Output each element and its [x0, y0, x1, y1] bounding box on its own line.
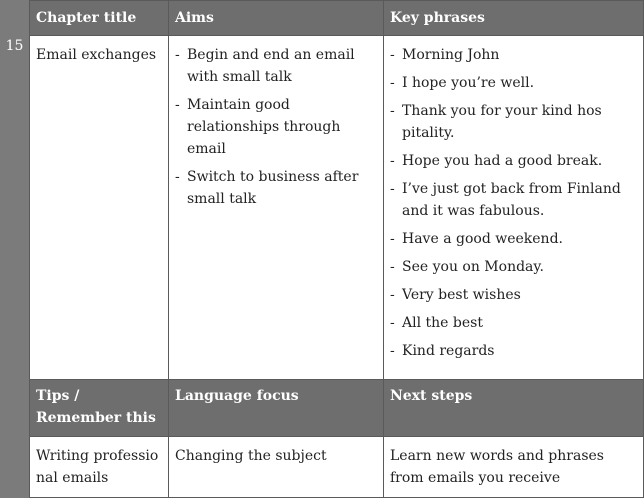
next-steps-cell: [384, 436, 644, 497]
phrase-item: - Hope you had a good break.: [390, 150, 637, 172]
key-phrases-list: [390, 44, 637, 362]
chapter-title-cell: [30, 36, 169, 380]
tips-text: Writing professio nal emails: [36, 447, 159, 486]
next-steps-text: Learn new words and phrases from emails you receive: [390, 447, 604, 486]
header-chapter-title-label: Chapter title: [36, 10, 137, 26]
header-key-phrases-label: Key phrases: [390, 10, 485, 26]
language-focus-text: Changing the subject: [175, 447, 327, 464]
phrase-item: - See you on Monday.: [390, 256, 637, 278]
content-row-main: [30, 36, 644, 380]
chapter-side-tab: [0, 0, 29, 498]
phrase-item: - Kind regards: [390, 340, 637, 362]
key-phrases-cell: [384, 36, 644, 380]
header-row-bottom: [30, 379, 644, 436]
header-aims: [169, 1, 384, 36]
phrase-item: - Very best wishes: [390, 284, 637, 306]
aim-item: - Begin and end an email with small talk: [175, 44, 377, 88]
tips-cell: [30, 436, 169, 497]
header-next-steps: [384, 379, 644, 436]
aims-cell: [169, 36, 384, 380]
phrase-item: - Thank you for your kind hos pitality.: [390, 100, 637, 144]
language-focus-cell: [169, 436, 384, 497]
header-row-top: [30, 1, 644, 36]
aim-item: - Switch to business after small talk: [175, 166, 377, 210]
aims-list: [175, 44, 377, 210]
chapter-number: 15: [5, 38, 24, 54]
phrase-item: - Morning John: [390, 44, 637, 66]
header-tips-label: Tips / Remember this: [36, 387, 156, 426]
header-key-phrases: [384, 1, 644, 36]
chapter-title-text: Email exchanges: [36, 47, 157, 64]
phrase-item: - I hope you’re well.: [390, 72, 637, 94]
header-next-steps-label: Next steps: [390, 387, 473, 404]
chapter-table: [29, 0, 644, 498]
phrase-item: - All the best: [390, 312, 637, 334]
aim-item: - Maintain good relationships through email: [175, 94, 377, 160]
content-row-bottom: [30, 436, 644, 497]
header-language-focus-label: Language focus: [175, 387, 299, 404]
header-language-focus: [169, 379, 384, 436]
header-chapter-title: [30, 1, 169, 36]
phrase-item: - Have a good weekend.: [390, 228, 637, 250]
header-tips: [30, 379, 169, 436]
phrase-item: - I’ve just got back from Finland and it was fabulous.: [390, 178, 637, 222]
header-aims-label: Aims: [175, 10, 214, 26]
